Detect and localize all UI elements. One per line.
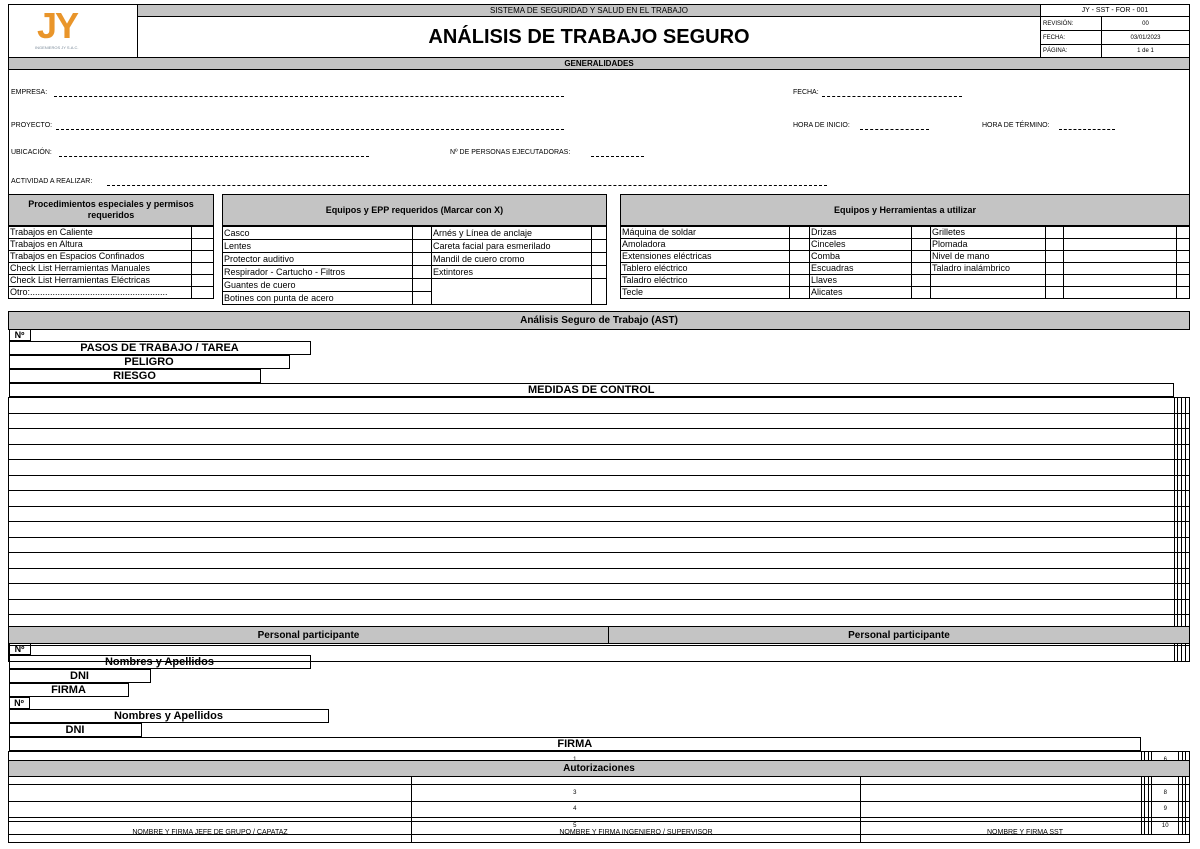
procedimientos-title [8,194,214,226]
epp-check[interactable] [413,253,432,266]
ast-cell[interactable] [9,429,1175,445]
epp-check[interactable] [413,266,432,279]
ast-row [9,537,1190,553]
ast-cell[interactable] [9,444,1175,460]
procedimiento-item: Trabajos en Caliente [9,227,192,239]
ast-row [9,444,1190,460]
herramienta-extra [1064,227,1177,239]
ast-cell[interactable] [9,568,1175,584]
personal-num-right: 8 [1152,785,1179,802]
procedimientos-title-line2: requeridos [87,210,135,220]
ast-cell[interactable] [1186,444,1190,460]
ast-cell[interactable] [9,413,1175,429]
procedimientos-table [8,226,214,299]
ast-cell[interactable] [9,537,1175,553]
epp-item: Protector auditivo [223,253,413,266]
personal-header-dni-right: DNI [9,723,142,737]
procedimiento-item: Otro:....................................................... [9,287,192,299]
ubicacion-label: UBICACIÓN: [11,149,52,156]
herramienta-check[interactable] [912,227,931,239]
procedimiento-item: Check List Herramientas Manuales [9,263,192,275]
company-logo: JY [37,5,78,46]
ast-cell[interactable] [1186,398,1190,414]
ast-table [8,329,1190,662]
ast-header-medidas: MEDIDAS DE CONTROL [9,383,1175,397]
epp-check[interactable] [592,279,607,305]
epp-item: Botines con punta de acero [223,292,413,305]
herramienta-item: Máquina de soldar [621,227,790,239]
ast-cell[interactable] [1186,506,1190,522]
ast-row [9,599,1190,615]
herramienta-item: Amoladora [621,239,790,251]
herramienta-check[interactable] [1046,275,1064,287]
epp-check[interactable] [592,266,607,279]
ast-header-pasos: PASOS DE TRABAJO / TAREA [9,341,311,355]
herramientas-table [620,226,1190,299]
ast-cell[interactable] [9,506,1175,522]
signature-box-supervisor[interactable] [412,777,861,822]
ast-header-num: Nº [9,329,31,341]
herramienta-check[interactable] [1177,251,1190,263]
ast-row [9,429,1190,445]
epp-table [222,226,607,305]
herramienta-extra [1064,239,1177,251]
ast-cell[interactable] [9,584,1175,600]
ast-cell[interactable] [1186,413,1190,429]
procedimiento-check[interactable] [192,251,214,263]
hora-termino-line[interactable] [1059,129,1115,130]
herramienta-item: Comba [810,251,912,263]
herramienta-check[interactable] [1046,227,1064,239]
signature-label-capataz: NOMBRE Y FIRMA JEFE DE GRUPO / CAPATAZ [9,822,412,843]
herramienta-item: Tablero eléctrico [621,263,790,275]
epp-empty [432,279,592,305]
herramienta-check[interactable] [790,239,810,251]
herramienta-check[interactable] [1177,263,1190,275]
personal-header-names: Nombres y Apellidos [9,655,311,669]
logo-box [8,4,138,58]
procedimiento-check[interactable] [192,263,214,275]
herramienta-item: Taladro eléctrico [621,275,790,287]
hora-inicio-line[interactable] [860,129,929,130]
herramienta-check[interactable] [790,263,810,275]
herramientas-title: Equipos y Herramientas a utilizar [620,194,1190,226]
ast-cell[interactable] [1186,460,1190,476]
autorizaciones-table [8,776,1190,843]
logo-subtitle: INGENIEROS JY S.A.C. [35,45,79,50]
procedimiento-item: Trabajos en Espacios Confinados [9,251,192,263]
hora-termino-label: HORA DE TÉRMINO: [982,122,1050,129]
empresa-line[interactable] [54,96,564,97]
herramienta-empty [931,275,1046,287]
epp-check[interactable] [413,279,432,292]
personal-num-right: 10 [1152,818,1179,835]
ast-row [9,568,1190,584]
page-label: PÁGINA: [1040,44,1102,58]
page-value: 1 de 1 [1101,44,1190,58]
date-value: 03/01/2023 [1101,30,1190,45]
ast-row [9,553,1190,569]
generalidades-area [8,69,1190,194]
ast-cell[interactable] [9,491,1175,507]
epp-item: Guantes de cuero [223,279,413,292]
epp-item: Casco [223,227,413,240]
herramienta-item: Escuadras [810,263,912,275]
empresa-label: EMPRESA: [11,89,48,96]
ast-row [9,398,1190,414]
herramienta-check[interactable] [912,251,931,263]
personal-header-dni: DNI [9,669,151,683]
ast-row [9,460,1190,476]
ast-cell[interactable] [1186,491,1190,507]
ast-row [9,584,1190,600]
ast-row [9,475,1190,491]
date-label: FECHA: [1040,30,1102,45]
epp-check[interactable] [592,253,607,266]
herramienta-empty [931,287,1046,299]
revision-label: REVISIÓN: [1040,16,1102,31]
personas-label: Nº DE PERSONAS EJECUTADORAS: [450,149,571,156]
signature-label-supervisor: NOMBRE Y FIRMA INGENIERO / SUPERVISOR [412,822,861,843]
herramienta-extra [1064,275,1177,287]
ast-cell[interactable] [9,398,1175,414]
autorizaciones-title: Autorizaciones [8,760,1190,777]
personal-header-firma-right: FIRMA [9,737,1142,751]
herramienta-item: Tecle [621,287,790,299]
epp-item: Arnés y Línea de anclaje [432,227,592,240]
procedimiento-check[interactable] [192,239,214,251]
procedimiento-item: Trabajos en Altura [9,239,192,251]
herramienta-check[interactable] [912,287,931,299]
herramienta-item: Plomada [931,239,1046,251]
signature-label-sst: NOMBRE Y FIRMA SST [861,822,1190,843]
doc-meta [1040,16,1190,58]
herramienta-extra [1064,251,1177,263]
epp-item: Extintores [432,266,592,279]
personal-num-left: 5 [9,818,1142,835]
epp-title: Equipos y EPP requeridos (Marcar con X) [222,194,607,226]
ast-cell[interactable] [1186,553,1190,569]
ast-header-peligro: PELIGRO [9,355,290,369]
herramienta-check[interactable] [1177,239,1190,251]
procedimiento-check[interactable] [192,227,214,239]
ast-cell[interactable] [9,599,1175,615]
ast-cell[interactable] [9,522,1175,538]
herramienta-check[interactable] [790,251,810,263]
epp-check[interactable] [592,240,607,253]
ubicacion-line[interactable] [59,156,369,157]
ast-row [9,413,1190,429]
ast-row [9,522,1190,538]
personal-num-left: 3 [9,785,1142,802]
ast-cell[interactable] [1186,568,1190,584]
herramienta-check[interactable] [1177,287,1190,299]
ast-header-riesgo: RIESGO [9,369,261,383]
ast-cell[interactable] [9,475,1175,491]
herramienta-check[interactable] [1046,251,1064,263]
herramienta-extra [1064,287,1177,299]
ast-row [9,506,1190,522]
fecha-line[interactable] [822,96,962,97]
epp-item: Mandil de cuero cromo [432,253,592,266]
ast-cell[interactable] [1186,599,1190,615]
personal-header-num-right: Nº [9,697,30,709]
personal-title-right: Personal participante [608,626,1190,644]
herramienta-check[interactable] [790,275,810,287]
ast-cell[interactable] [1186,522,1190,538]
proyecto-label: PROYECTO: [11,122,53,129]
procedimiento-check[interactable] [192,287,214,299]
personal-num-right: 9 [1152,801,1179,818]
procedimiento-check[interactable] [192,275,214,287]
procedimientos-title-line1: Procedimientos especiales y permisos [28,199,194,209]
actividad-line[interactable] [107,185,827,186]
herramienta-item: Llaves [810,275,912,287]
herramienta-item: Alicates [810,287,912,299]
herramienta-item: Grilletes [931,227,1046,239]
epp-check[interactable] [592,227,607,240]
procedimiento-item: Check List Herramientas Eléctricas [9,275,192,287]
fecha-label: FECHA: [793,89,819,96]
epp-item: Lentes [223,240,413,253]
herramienta-check[interactable] [1046,263,1064,275]
personal-title-left: Personal participante [8,626,609,644]
proyecto-line[interactable] [56,129,564,130]
signature-box-sst[interactable] [861,777,1190,822]
personal-header-firma: FIRMA [9,683,129,697]
epp-item: Careta facial para esmerilado [432,240,592,253]
ast-cell[interactable] [1186,584,1190,600]
ast-row [9,491,1190,507]
signature-box-capataz[interactable] [9,777,412,822]
ast-title: Análisis Seguro de Trabajo (AST) [8,311,1190,330]
herramienta-check[interactable] [912,263,931,275]
ast-cell[interactable] [9,553,1175,569]
system-title: SISTEMA DE SEGURIDAD Y SALUD EN EL TRABAJO [137,4,1041,17]
epp-check[interactable] [413,240,432,253]
epp-check[interactable] [413,227,432,240]
herramienta-check[interactable] [1046,239,1064,251]
epp-item: Respirador - Cartucho - Filtros [223,266,413,279]
ast-cell[interactable] [1186,537,1190,553]
herramienta-item: Nivel de mano [931,251,1046,263]
herramienta-item: Drizas [810,227,912,239]
herramienta-item: Taladro inalámbrico [931,263,1046,275]
personal-num-left: 4 [9,801,1142,818]
doc-code: JY - SST - FOR - 001 [1040,4,1190,17]
herramienta-check[interactable] [912,275,931,287]
revision-value: 00 [1101,16,1190,31]
page-title: ANÁLISIS DE TRABAJO SEGURO [137,16,1041,58]
actividad-label: ACTIVIDAD A REALIZAR: [11,178,93,185]
herramienta-check[interactable] [912,239,931,251]
herramienta-check[interactable] [1177,275,1190,287]
herramienta-extra [1064,263,1177,275]
personas-line[interactable] [591,156,644,157]
herramienta-check[interactable] [790,287,810,299]
personal-header-names-right: Nombres y Apellidos [9,709,329,723]
generalidades-title: GENERALIDADES [8,57,1190,70]
herramienta-check[interactable] [790,227,810,239]
herramienta-item: Extensiones eléctricas [621,251,790,263]
personal-header-num: Nº [9,643,31,655]
herramienta-item: Cinceles [810,239,912,251]
hora-inicio-label: HORA DE INICIO: [793,122,850,129]
ast-cell[interactable] [1186,429,1190,445]
herramienta-check[interactable] [1177,227,1190,239]
ast-cell[interactable] [1186,475,1190,491]
herramienta-check[interactable] [1046,287,1064,299]
ast-cell[interactable] [9,460,1175,476]
epp-check[interactable] [413,292,432,305]
